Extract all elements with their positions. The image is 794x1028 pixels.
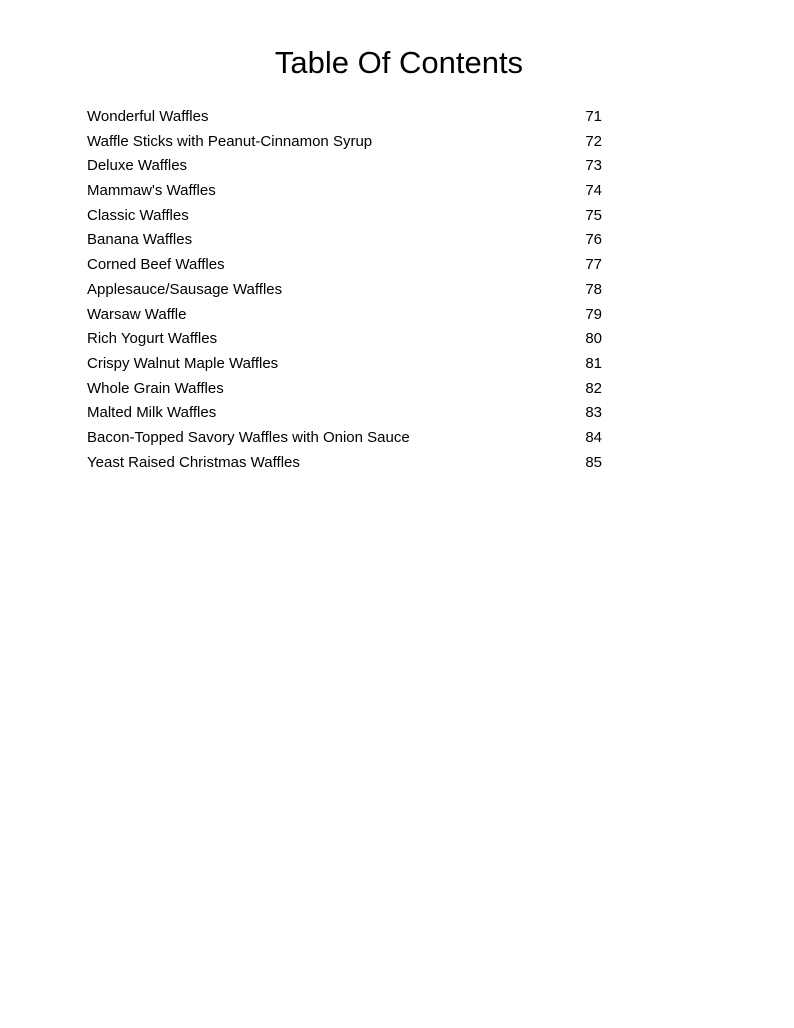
toc-entry-page-number: 82	[585, 379, 602, 397]
toc-entry[interactable]	[87, 204, 602, 229]
toc-entry-page-number: 85	[585, 453, 602, 471]
toc-entry-page-number: 83	[585, 404, 602, 422]
toc-entry-title: Mammaw's Waffles	[87, 182, 216, 200]
toc-entry-page-number: 79	[585, 305, 602, 323]
toc-entry-title: Bacon-Topped Savory Waffles with Onion Sauce	[87, 428, 410, 446]
toc-entry-page-number: 81	[585, 354, 602, 372]
toc-entry-page-number: 84	[585, 428, 602, 446]
toc-entry-page-number: 72	[585, 132, 602, 150]
toc-entry[interactable]	[87, 253, 602, 278]
page-title: Table Of Contents	[274, 45, 524, 80]
toc-entry-title: Rich Yogurt Waffles	[87, 330, 218, 348]
toc-entry-page-number: 80	[585, 330, 602, 348]
toc-entry[interactable]	[87, 105, 602, 130]
toc-entry[interactable]	[87, 179, 602, 204]
toc-entry-title: Classic Waffles	[87, 206, 189, 224]
toc-entry-page-number: 77	[585, 256, 602, 274]
toc-entry-title: Whole Grain Waffles	[87, 379, 224, 397]
toc-entry-page-number: 71	[585, 108, 602, 125]
toc-entry[interactable]	[87, 303, 602, 328]
toc-entry-title: Deluxe Waffles	[87, 157, 188, 175]
toc-entry-page-number: 75	[585, 206, 602, 224]
table-of-contents-list	[87, 105, 602, 475]
toc-entry-title: Applesauce/Sausage Waffles	[87, 280, 283, 298]
toc-entry-title: Crispy Walnut Maple Waffles	[87, 354, 279, 372]
toc-entry[interactable]	[87, 377, 602, 402]
toc-entry[interactable]	[87, 401, 602, 426]
toc-entry-page-number: 76	[585, 231, 602, 249]
toc-entry[interactable]	[87, 228, 602, 253]
toc-entry-title: Waffle Sticks with Peanut-Cinnamon Syrup	[87, 132, 373, 150]
toc-entry-title: Yeast Raised Christmas Waffles	[87, 453, 300, 471]
toc-entry-title: Banana Waffles	[87, 231, 193, 249]
toc-entry[interactable]	[87, 352, 602, 377]
toc-entry-page-number: 73	[585, 157, 602, 175]
toc-entry[interactable]	[87, 327, 602, 352]
toc-entry[interactable]	[87, 278, 602, 303]
toc-entry[interactable]	[87, 154, 602, 179]
toc-entry-title: Wonderful Waffles	[87, 108, 209, 125]
toc-entry[interactable]	[87, 451, 602, 476]
toc-entry-title: Malted Milk Waffles	[87, 404, 217, 422]
toc-entry-page-number: 78	[585, 280, 602, 298]
toc-entry-page-number: 74	[585, 182, 602, 200]
toc-entry[interactable]	[87, 426, 602, 451]
toc-entry-title: Corned Beef Waffles	[87, 256, 225, 274]
toc-entry-title: Warsaw Waffle	[87, 305, 187, 323]
toc-entry[interactable]	[87, 130, 602, 155]
